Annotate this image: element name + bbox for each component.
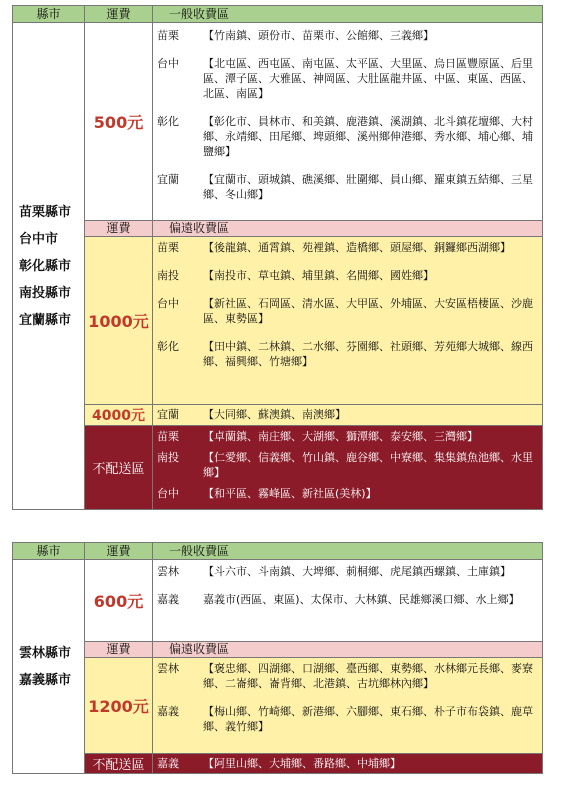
general-zone-cell: [153, 23, 543, 221]
region-label: 嘉義: [157, 593, 179, 606]
remote-fee-header: 運費: [85, 642, 153, 658]
fee-general: 500元: [85, 23, 153, 221]
region-label: 宜蘭: [157, 408, 179, 421]
zone-entry: [153, 407, 542, 422]
shipping-table-1: [12, 5, 543, 510]
region-towns: 【田中鎮、二林鎮、二水鄉、芬園鄉、社頭鄉、芳苑鄉大城鄉、線西鄉、福興鄉、竹塘鄉】: [203, 340, 533, 368]
fee-remote: 1200元: [85, 658, 153, 754]
region-towns: 【大同鄉、蘇澳鎮、南澳鄉】: [203, 408, 346, 421]
region-label: 苗栗: [157, 430, 179, 443]
fee-special: 4000元: [85, 405, 153, 426]
zone-entry: [153, 429, 542, 444]
no-delivery-cell: [153, 754, 543, 774]
region-towns: 【梅山鄉、竹崎鄉、新港鄉、六腳鄉、東石鄉、朴子市布袋鎮、鹿草鄉、義竹鄉】: [203, 705, 533, 733]
fee-general: 600元: [85, 560, 153, 642]
region-label: 苗栗: [157, 29, 179, 42]
zone-entry: [153, 704, 542, 734]
zone-entry: [153, 450, 542, 480]
no-delivery-label: 不配送區: [85, 426, 153, 510]
region-towns: 【新社區、石岡區、清水區、大甲區、外埔區、大安區梧棲區、沙鹿區、東勢區】: [203, 297, 533, 325]
region-towns: 【彰化市、員林市、和美鎮、鹿港鎮、溪湖鎮、北斗鎮花壇鄉、大村鄉、永靖鄉、田尾鄉、埤頭鄉、溪州鄉伸港鄉、秀水鄉、埔心鄉、埔鹽鄉】: [203, 115, 533, 158]
table-header: [13, 543, 543, 560]
no-delivery-label: 不配送區: [85, 754, 153, 774]
zone-entry: [153, 56, 542, 101]
zone-entry: [153, 268, 542, 283]
region-towns: 【竹南鎮、頭份市、苗栗市、公館鄉、三義鄉】: [203, 29, 434, 42]
region-label: 宜蘭: [157, 173, 179, 186]
county-list: [13, 560, 85, 774]
region-label: 台中: [157, 487, 179, 500]
zone-entry: [153, 28, 542, 43]
region-label: 嘉義: [157, 705, 179, 718]
fee-remote: 1000元: [85, 237, 153, 405]
region-label: 南投: [157, 451, 179, 464]
region-towns: 【和平區、霧峰區、新社區(美林)】: [203, 487, 377, 500]
county-list: [13, 23, 85, 510]
region-label: 南投: [157, 269, 179, 282]
zone-entry: [153, 172, 542, 202]
region-label: 苗栗: [157, 241, 179, 254]
region-towns: 【後龍鎮、通霄鎮、苑裡鎮、造橋鄉、頭屋鄉、銅鑼鄉西湖鄉】: [203, 241, 511, 254]
county-name: 台中市: [19, 231, 59, 247]
region-towns: 【宜蘭市、頭城鎮、礁溪鄉、壯圍鄉、員山鄉、羅東鎮五結鄉、三星鄉、冬山鄉】: [203, 173, 533, 201]
region-label: 雲林: [157, 662, 179, 675]
county-name: 雲林縣市: [19, 645, 72, 661]
zone-entry: [153, 486, 542, 501]
shipping-table-2: [12, 542, 543, 774]
county-name: 嘉義縣市: [19, 672, 72, 688]
region-towns: 嘉義市(西區、東區)、太保市、大林鎮、民雄鄉溪口鄉、水上鄉】: [203, 593, 520, 606]
general-zone-cell: [153, 560, 543, 642]
header-general-zone: 一般收費區: [153, 543, 543, 560]
zone-entry: [153, 339, 542, 369]
zone-entry: [153, 296, 542, 326]
zone-entry: [153, 592, 542, 607]
zone-entry: [153, 661, 542, 691]
region-towns: 【北屯區、西屯區、南屯區、太平區、大里區、烏日區豐原區、后里區、潭子區、大雅區、神岡區、大肚區龍井區、中區、東區、西區、北區、南區】: [203, 57, 533, 100]
county-name: 宜蘭縣市: [19, 312, 72, 328]
region-towns: 【褒忠鄉、四湖鄉、口湖鄉、臺西鄉、東勢鄉、水林鄉元長鄉、麥寮鄉、二崙鄉、崙背鄉、北港鎮、古坑鄉林內鄉】: [203, 662, 533, 690]
zone-entry: [153, 564, 542, 579]
county-name: 南投縣市: [19, 285, 72, 301]
region-towns: 【卓蘭鎮、南庄鄉、大湖鄉、獅潭鄉、泰安鄉、三灣鄉】: [203, 430, 478, 443]
zone-entry: [153, 114, 542, 159]
no-delivery-cell: [153, 426, 543, 510]
remote-zone-header: 偏遠收費區: [153, 642, 543, 658]
remote-zone-cell: [153, 237, 543, 405]
table-header: [13, 6, 543, 23]
region-label: 彰化: [157, 340, 179, 353]
region-towns: 【阿里山鄉、大埔鄉、番路鄉、中埔鄉】: [203, 757, 401, 770]
region-towns: 【南投市、草屯鎮、埔里鎮、名間鄉、國姓鄉】: [203, 269, 434, 282]
header-county: 縣市: [13, 6, 85, 23]
region-label: 嘉義: [157, 757, 179, 770]
special-zone-cell: [153, 405, 543, 426]
header-general-zone: 一般收費區: [153, 6, 543, 23]
region-label: 彰化: [157, 115, 179, 128]
zone-entry: [153, 756, 542, 771]
zone-entry: [153, 240, 542, 255]
region-label: 台中: [157, 57, 179, 70]
remote-fee-header: 運費: [85, 221, 153, 237]
region-label: 台中: [157, 297, 179, 310]
region-label: 雲林: [157, 565, 179, 578]
region-towns: 【斗六市、斗南鎮、大埤鄉、莿桐鄉、虎尾鎮西螺鎮、土庫鎮】: [203, 565, 511, 578]
header-fee: 運費: [85, 6, 153, 23]
header-fee: 運費: [85, 543, 153, 560]
county-name: 彰化縣市: [19, 258, 72, 274]
header-county: 縣市: [13, 543, 85, 560]
remote-zone-header: 偏遠收費區: [153, 221, 543, 237]
remote-zone-cell: [153, 658, 543, 754]
county-name: 苗栗縣市: [19, 204, 72, 220]
region-towns: 【仁愛鄉、信義鄉、竹山鎮、鹿谷鄉、中寮鄉、集集鎮魚池鄉、水里鄉】: [203, 451, 533, 479]
